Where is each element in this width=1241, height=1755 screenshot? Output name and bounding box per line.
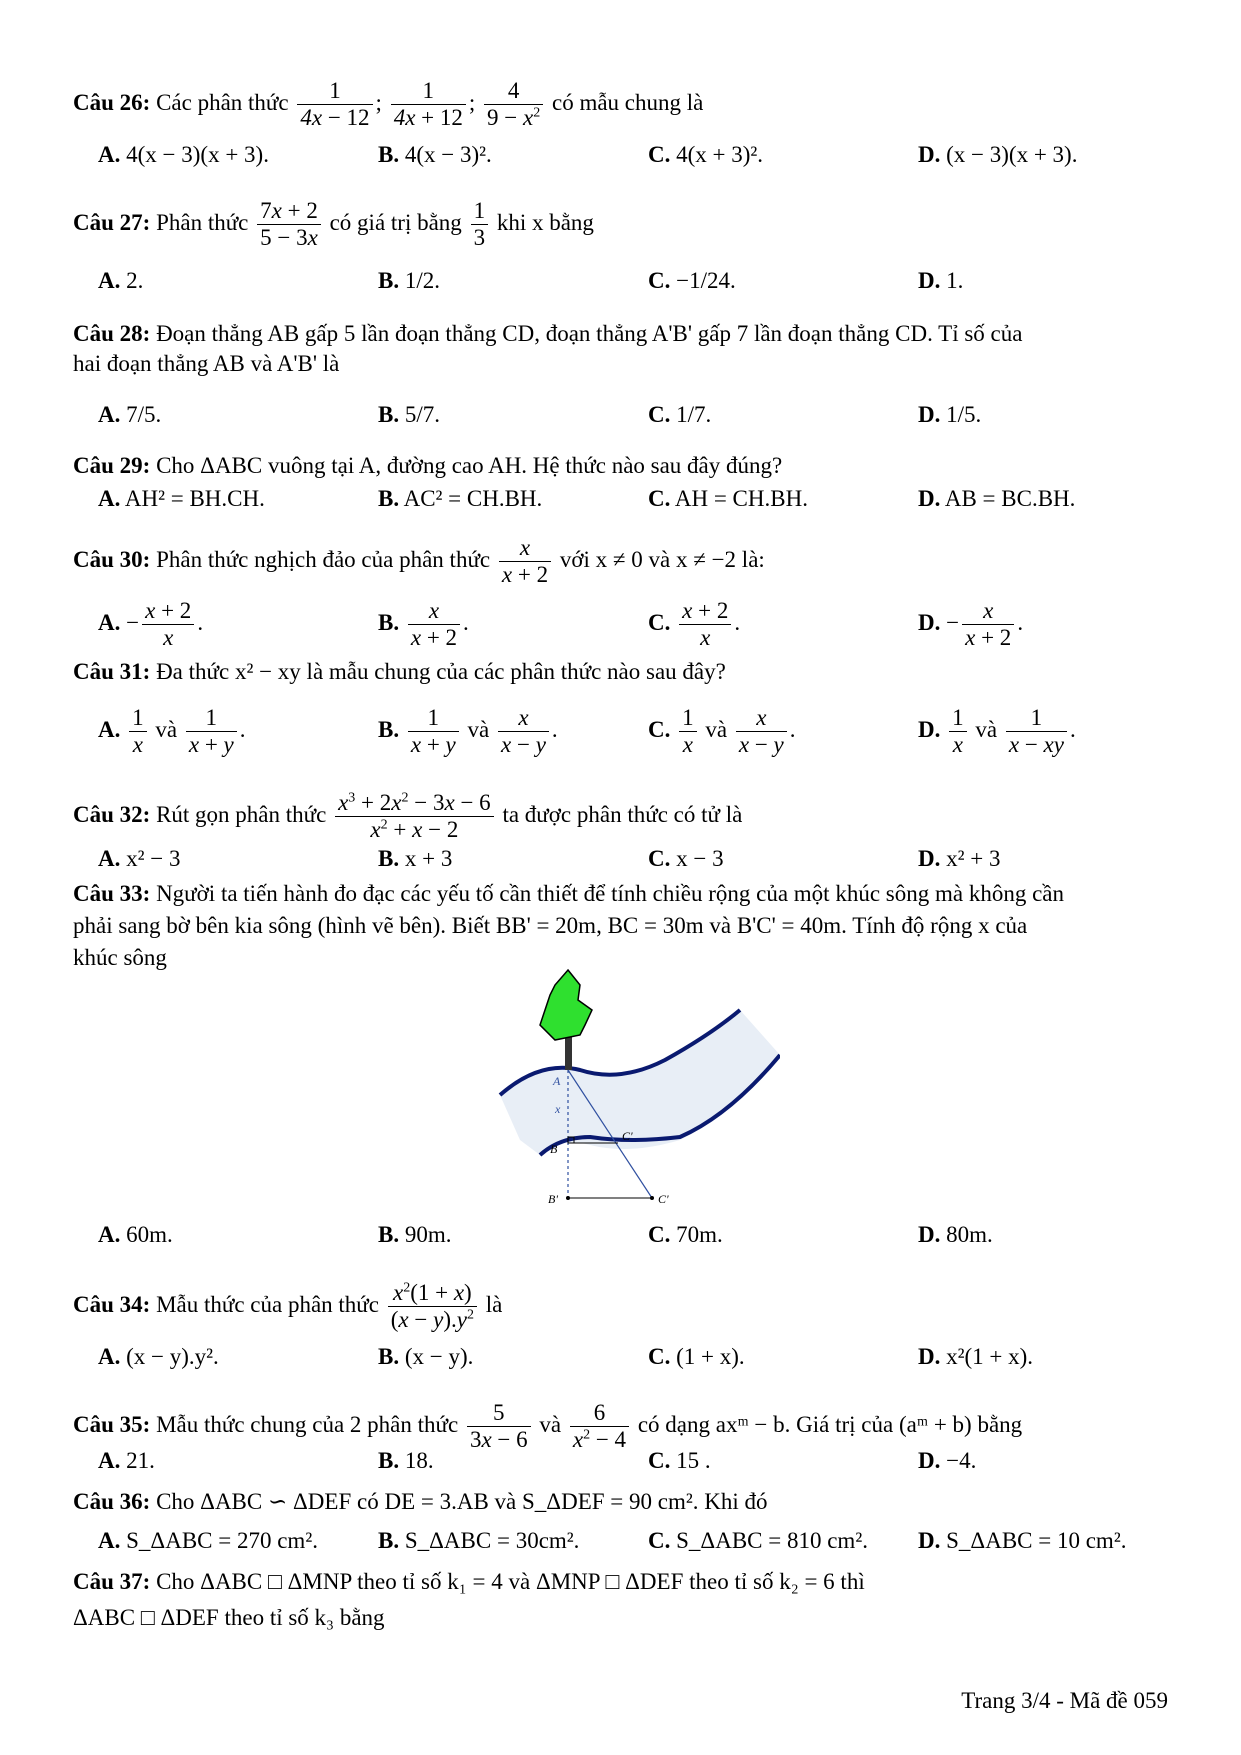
question-label: Câu 34: (73, 1291, 151, 1317)
question-tail: ta được phân thức có tử là (502, 801, 743, 827)
question-text: Cho ΔABC □ ΔMNP theo tỉ số k₁ = 4 và ΔMNP □ ΔDEF theo tỉ số k₂ = 6 thì (156, 1569, 865, 1594)
river-figure (480, 965, 780, 1215)
question-33-cont2 (73, 944, 167, 972)
option-d[interactable]: D. AB = BC.BH. (918, 486, 1076, 511)
question-33-cont (73, 912, 1027, 940)
question-label: Câu 32: (73, 801, 151, 827)
option-d[interactable]: D. S_ΔABC = 10 cm². (918, 1528, 1127, 1553)
option-c[interactable]: C. 1/7. (648, 402, 712, 427)
option-c[interactable]: C. AH = CH.BH. (648, 486, 808, 511)
question-text: Phân thức (156, 209, 249, 235)
option-c[interactable]: C. −1/24. (648, 268, 736, 293)
river-body (500, 1010, 780, 1155)
tree-crown (540, 970, 592, 1040)
option-d[interactable]: D. 1/5. (918, 402, 982, 427)
question-mid: có giá trị bằng (329, 209, 462, 235)
option-d[interactable]: D. (x − 3)(x + 3). (918, 142, 1078, 167)
question-text: Mẫu thức chung của 2 phân thức (156, 1411, 459, 1437)
question-text: Đa thức x² − xy là mẫu chung của các phân thức nào sau đây? (156, 659, 726, 684)
option-b[interactable]: B. S_ΔABC = 30cm². (378, 1528, 580, 1553)
question-label: Câu 26: (73, 89, 151, 115)
question-tail: có dạng axᵐ − b. Giá trị của (aᵐ + b) bằng (637, 1411, 1023, 1437)
question-36 (73, 1488, 768, 1516)
question-tail: có mẫu chung là (551, 89, 704, 115)
option-d[interactable]: D. −4. (918, 1448, 977, 1473)
option-b[interactable]: B. 1/2. (378, 268, 440, 293)
fraction: $\frac{x^3 + 2x^2 - 3x - 6}{x^2 + x - 2}$ (335, 790, 494, 843)
option-d[interactable]: D. $\frac{1}{x}$ và $\frac{1}{x - xy}$ . (918, 705, 1076, 757)
option-a[interactable]: A. 21. (98, 1448, 155, 1473)
question-label: Câu 29: (73, 453, 151, 478)
option-a[interactable]: A. 7/5. (98, 402, 162, 427)
option-b[interactable]: B. AC² = CH.BH. (378, 486, 543, 511)
option-b[interactable]: B. $\frac{x}{x + 2}$ . (378, 598, 469, 650)
option-b[interactable]: B. 4(x − 3)². (378, 142, 492, 167)
question-text: Các phân thức (156, 89, 289, 115)
question-33 (73, 880, 1064, 908)
option-c[interactable]: C. 4(x + 3)². (648, 142, 764, 167)
question-label: Câu 37: (73, 1569, 151, 1594)
question-37 (73, 1568, 865, 1596)
option-a[interactable]: A. 2. (98, 268, 144, 293)
option-b[interactable]: B. (x − y). (378, 1344, 474, 1369)
question-28 (73, 320, 1022, 348)
option-c[interactable]: C. 70m. (648, 1222, 723, 1247)
question-label: Câu 27: (73, 209, 151, 235)
option-b[interactable]: B. 18. (378, 1448, 434, 1473)
option-c[interactable]: C. (1 + x). (648, 1344, 745, 1369)
question-30 (73, 535, 765, 588)
page-footer: Trang 3/4 - Mã đề 059 (961, 1688, 1168, 1713)
fraction: $\frac{1}{4x + 12}$ (391, 78, 466, 131)
question-37-cont (73, 1604, 385, 1632)
fraction: $\frac{x}{x + 2}$ (499, 535, 551, 588)
question-text: Đoạn thẳng AB gấp 5 lần đoạn thẳng CD, đoạn thẳng A'B' gấp 7 lần đoạn thẳng CD. Tỉ số của (156, 321, 1023, 346)
question-35 (73, 1400, 1022, 1453)
question-text: hai đoạn thẳng AB và A'B' là (73, 351, 340, 376)
option-a[interactable]: A. S_ΔABC = 270 cm². (98, 1528, 318, 1553)
fraction: $\frac{4}{9 - x^2}$ (484, 78, 543, 131)
fraction: $\frac{x^2(1 + x)}{(x - y).y^2}$ (388, 1280, 477, 1333)
question-29 (73, 452, 782, 480)
question-label: Câu 36: (73, 1489, 151, 1514)
option-d[interactable]: D. 1. (918, 268, 964, 293)
option-a[interactable]: A. AH² = BH.CH. (98, 486, 265, 511)
option-b[interactable]: B. x + 3 (378, 846, 453, 871)
label-b: B (550, 1142, 558, 1156)
question-text: phải sang bờ bên kia sông (hình vẽ bên). Biết BB' = 20m, BC = 30m và B'C' = 40m. Tính độ rộng x của (73, 913, 1028, 938)
question-text: Rút gọn phân thức (156, 801, 327, 827)
option-b[interactable]: B. 5/7. (378, 402, 440, 427)
option-d[interactable]: D. x² + 3 (918, 846, 1001, 871)
option-c[interactable]: C. S_ΔABC = 810 cm². (648, 1528, 868, 1553)
question-text: Cho ΔABC ∽ ΔDEF có DE = 3.AB và S_ΔDEF = 90 cm². Khi đó (156, 1489, 768, 1514)
question-32 (73, 790, 742, 843)
question-text: ΔABC □ ΔDEF theo tỉ số k₃ bằng (73, 1605, 385, 1630)
question-text: khúc sông (73, 945, 167, 970)
label-cprime: C' (658, 1192, 669, 1206)
question-34 (73, 1280, 502, 1333)
question-text: Mẫu thức của phân thức (156, 1291, 379, 1317)
option-c[interactable]: C. x − 3 (648, 846, 724, 871)
question-27 (73, 198, 594, 251)
question-31 (73, 658, 726, 686)
question-text: Phân thức nghịch đảo của phân thức (156, 546, 491, 572)
option-a[interactable]: A. − $\frac{x + 2}{x}$ . (98, 598, 204, 650)
option-a[interactable]: A. 60m. (98, 1222, 173, 1247)
option-b[interactable]: B. 90m. (378, 1222, 452, 1247)
question-tail: là (485, 1291, 503, 1317)
question-tail: với x ≠ 0 và x ≠ −2 là: (559, 546, 765, 572)
option-a[interactable]: A. $\frac{1}{x}$ và $\frac{1}{x + y}$ . (98, 705, 246, 757)
option-a[interactable]: A. (x − y).y². (98, 1344, 219, 1369)
question-tail: khi x bằng (496, 209, 594, 235)
fraction: $\frac{1}{4x - 12}$ (297, 78, 372, 131)
question-label: Câu 31: (73, 659, 151, 684)
option-d[interactable]: D. 80m. (918, 1222, 993, 1247)
option-c[interactable]: C. 15 . (648, 1448, 711, 1473)
option-c[interactable]: C. $\frac{x + 2}{x}$ . (648, 598, 741, 650)
fraction: $\frac{7x + 2}{5 - 3x}$ (257, 198, 321, 251)
fraction: $\frac{1}{3}$ (471, 198, 489, 251)
option-d[interactable]: D. x²(1 + x). (918, 1344, 1034, 1369)
label-x: x (555, 1102, 561, 1116)
option-b[interactable]: B. $\frac{1}{x + y}$ và $\frac{x}{x - y}$ . (378, 705, 558, 757)
label-a: A (553, 1074, 561, 1088)
label-c: C' (622, 1129, 633, 1143)
question-mid: và (539, 1411, 562, 1437)
question-text: Người ta tiến hành đo đạc các yếu tố cần thiết để tính chiều rộng của một khúc sông mà không cần (156, 881, 1065, 906)
question-label: Câu 30: (73, 546, 151, 572)
label-bprime: B' (548, 1192, 558, 1206)
question-label: Câu 35: (73, 1411, 151, 1437)
option-d[interactable]: D. − $\frac{x}{x + 2}$ . (918, 598, 1024, 650)
option-a[interactable]: A. x² − 3 (98, 846, 181, 871)
fraction: $\frac{5}{3x - 6}$ (467, 1400, 531, 1453)
question-label: Câu 33: (73, 881, 151, 906)
fraction: $\frac{6}{x^2 - 4}$ (570, 1400, 629, 1453)
question-26: Câu 26: Các phân thức $\frac{1}{4x - 12}$ ; $\frac{1}{4x + 12}$ ; $\frac{4}{9 - x^2}$ có mẫu chung là (73, 78, 704, 130)
question-28-cont (73, 350, 339, 378)
question-label: Câu 28: (73, 321, 151, 346)
option-a[interactable]: A. 4(x − 3)(x + 3). (98, 142, 269, 167)
question-text: Cho ΔABC vuông tại A, đường cao AH. Hệ thức nào sau đây đúng? (156, 453, 783, 478)
option-c[interactable]: C. $\frac{1}{x}$ và $\frac{x}{x - y}$ . (648, 705, 796, 757)
